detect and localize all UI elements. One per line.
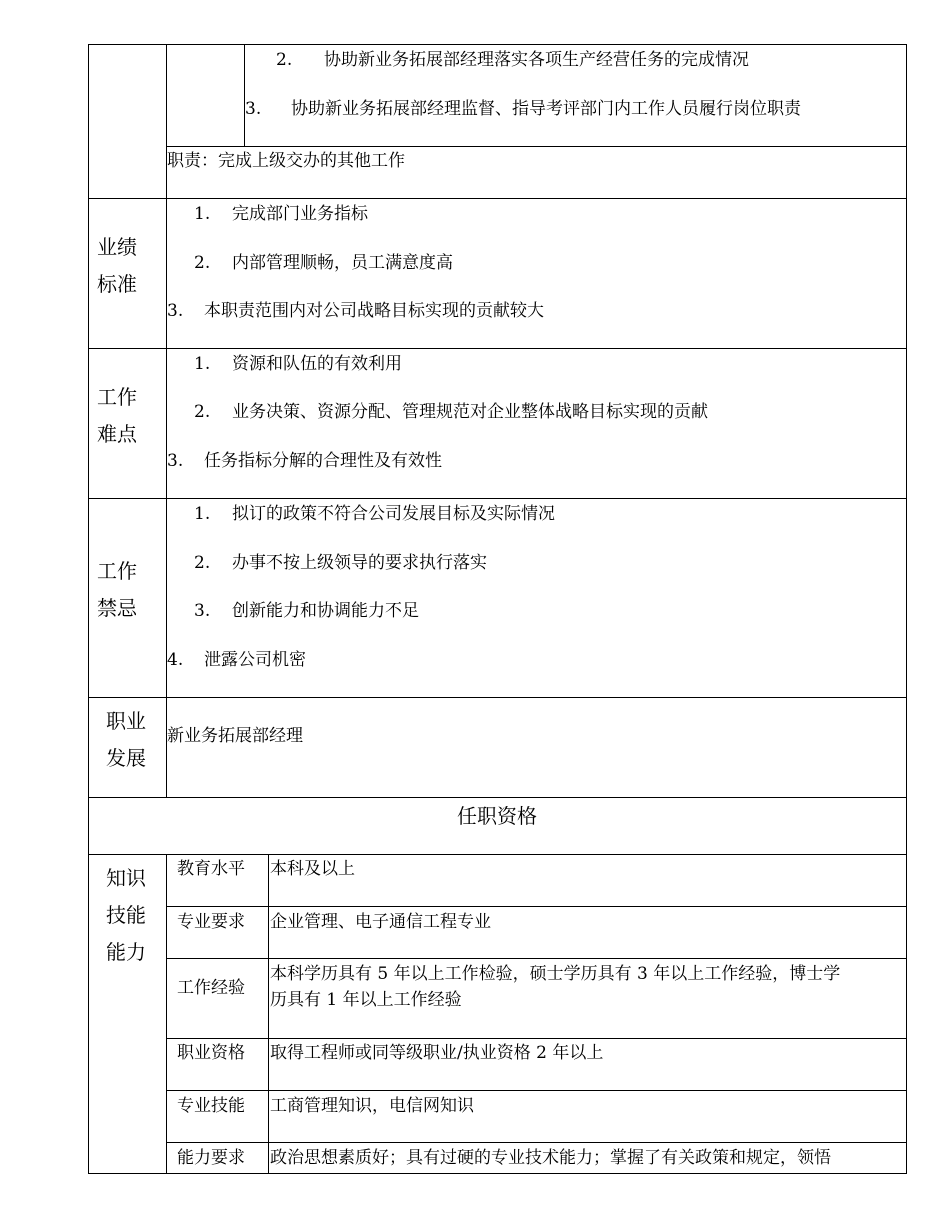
grid-line bbox=[88, 44, 907, 45]
grid-line bbox=[166, 854, 167, 1174]
qual-value: 企业管理、电子通信工程专业 bbox=[270, 912, 491, 932]
grid-line bbox=[166, 906, 907, 907]
qual-value: 政治思想素质好；具有过硬的专业技术能力；掌握了有关政策和规定，领悟 bbox=[270, 1148, 831, 1168]
row-label: 工作 难点 bbox=[97, 385, 137, 446]
grid-line bbox=[166, 1038, 907, 1039]
grid-line bbox=[906, 44, 907, 1174]
list-item: 办事不按上级领导的要求执行落实 bbox=[232, 553, 487, 573]
row-label: 工作 禁忌 bbox=[97, 559, 137, 620]
grid-line bbox=[166, 146, 907, 147]
list-number: 2. bbox=[194, 253, 211, 273]
grid-line bbox=[88, 44, 89, 1174]
list-number: 3. bbox=[167, 301, 184, 321]
list-item: 任务指标分解的合理性及有效性 bbox=[204, 451, 442, 471]
list-item: 泄露公司机密 bbox=[204, 650, 306, 670]
grid-line bbox=[166, 1142, 907, 1143]
career-value: 新业务拓展部经理 bbox=[167, 726, 303, 746]
grid-line bbox=[88, 697, 907, 698]
list-number: 1. bbox=[194, 204, 211, 224]
list-number: 2. bbox=[276, 50, 293, 70]
list-number: 2. bbox=[194, 402, 211, 422]
row-label: 职业 发展 bbox=[106, 709, 146, 770]
list-item: 协助新业务拓展部经理落实各项生产经营任务的完成情况 bbox=[324, 50, 749, 70]
qual-value: 本科学历具有 5 年以上工作检验，硕士学历具有 3 年以上工作经验，博士学 bbox=[270, 964, 841, 984]
qual-value: 工商管理知识，电信网知识 bbox=[270, 1096, 474, 1116]
list-number: 1. bbox=[194, 504, 211, 524]
grid-line bbox=[166, 958, 907, 959]
list-item: 创新能力和协调能力不足 bbox=[232, 601, 419, 621]
grid-line bbox=[88, 1173, 907, 1174]
list-number: 2. bbox=[194, 553, 211, 573]
list-number: 1. bbox=[194, 354, 211, 374]
qual-value: 本科及以上 bbox=[270, 859, 355, 879]
list-number: 4. bbox=[167, 650, 184, 670]
list-item: 完成部门业务指标 bbox=[232, 204, 368, 224]
list-item: 资源和队伍的有效利用 bbox=[232, 354, 402, 374]
list-number: 3. bbox=[167, 451, 184, 471]
grid-line bbox=[88, 854, 907, 855]
list-item: 本职责范围内对公司战略目标实现的贡献较大 bbox=[204, 301, 544, 321]
grid-line bbox=[88, 797, 907, 798]
qual-key: 工作经验 bbox=[177, 978, 245, 998]
grid-line bbox=[88, 198, 907, 199]
list-number: 3. bbox=[245, 99, 262, 119]
grid-line bbox=[268, 854, 269, 1174]
list-item: 协助新业务拓展部经理监督、指导考评部门内工作人员履行岗位职责 bbox=[291, 99, 801, 119]
list-item: 内部管理顺畅，员工满意度高 bbox=[232, 253, 453, 273]
list-number: 3. bbox=[194, 601, 211, 621]
qual-value: 取得工程师或同等级职业/执业资格 2 年以上 bbox=[270, 1043, 604, 1063]
grid-line bbox=[88, 498, 907, 499]
list-item: 业务决策、资源分配、管理规范对企业整体战略目标实现的贡献 bbox=[232, 402, 708, 422]
qual-key: 专业技能 bbox=[177, 1096, 245, 1116]
section-heading: 任职资格 bbox=[457, 804, 537, 828]
grid-line bbox=[88, 348, 907, 349]
qual-key: 职业资格 bbox=[177, 1043, 245, 1063]
qual-key: 能力要求 bbox=[177, 1148, 245, 1168]
list-item: 拟订的政策不符合公司发展目标及实际情况 bbox=[232, 504, 555, 524]
row-label: 知识 技能 能力 bbox=[106, 866, 146, 964]
qual-key: 专业要求 bbox=[177, 912, 245, 932]
row-label: 业绩 标准 bbox=[97, 235, 137, 296]
grid-line bbox=[244, 44, 245, 147]
qual-key: 教育水平 bbox=[177, 859, 245, 879]
grid-line bbox=[166, 1090, 907, 1091]
qual-value: 历具有 1 年以上工作经验 bbox=[270, 990, 462, 1010]
extra-duty: 职责：完成上级交办的其他工作 bbox=[167, 151, 405, 171]
